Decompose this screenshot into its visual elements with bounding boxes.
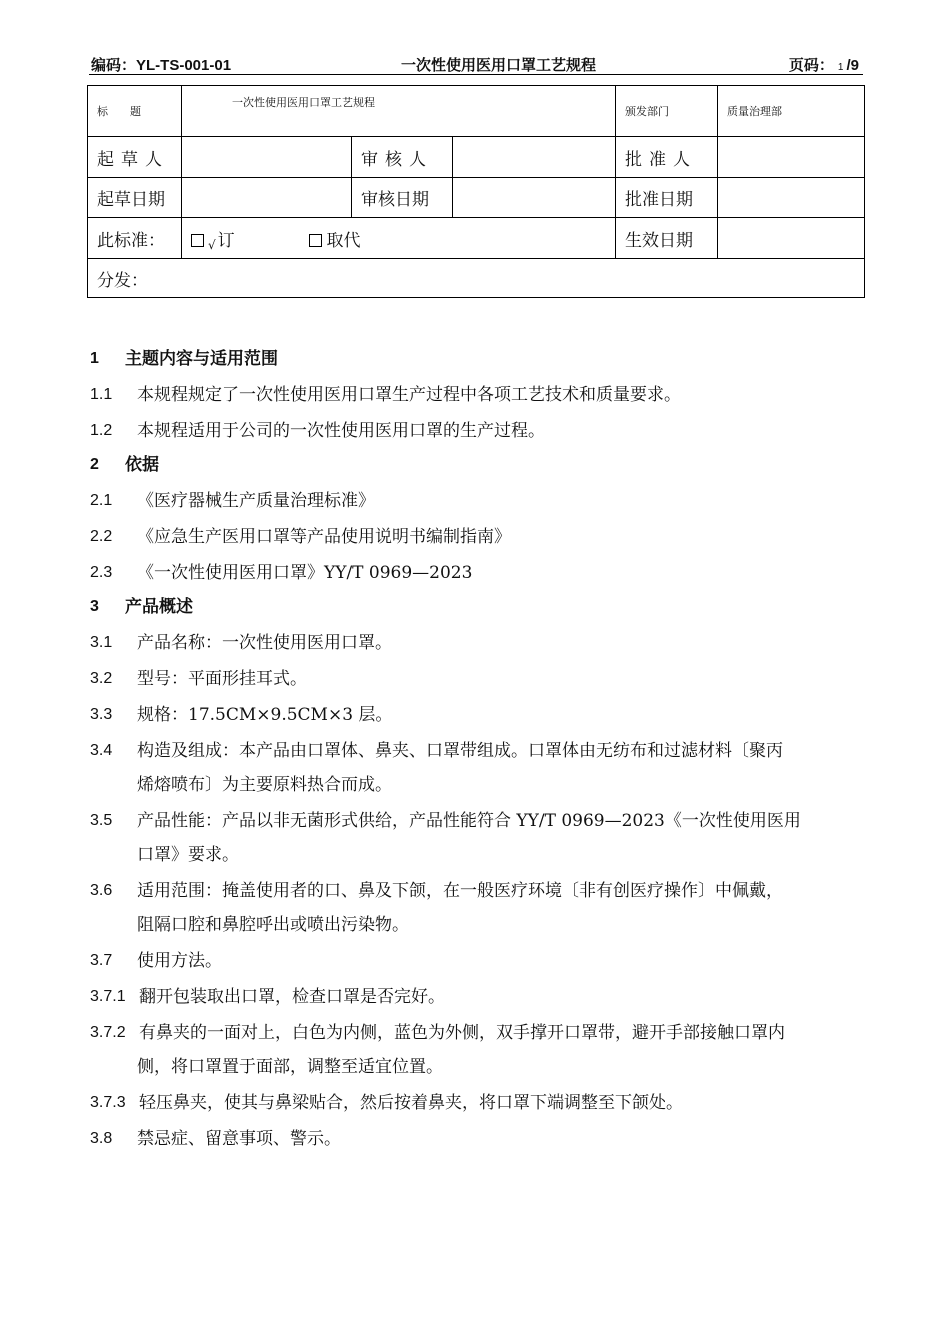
revise-option-label: 订 <box>217 230 235 251</box>
section-number: 2 <box>90 456 99 473</box>
document-title: 一次性使用医用口罩工艺规程 <box>401 57 597 74</box>
effective-date-field[interactable] <box>718 218 865 259</box>
section-text: 本规程适用于公司的一次性使用医用口罩的生产过程。 <box>137 421 545 441</box>
section-item <box>90 1122 865 1156</box>
review-date-label: 审核日期 <box>352 178 453 218</box>
section-text: 本规程规定了一次性使用医用口罩生产过程中各项工艺技术和质量要求。 <box>137 385 681 405</box>
reviewer-label: 审核人 <box>352 137 453 178</box>
section-number: 1.1 <box>90 386 113 403</box>
approver-label: 批准人 <box>616 137 718 178</box>
reviewer-field[interactable] <box>453 137 616 178</box>
page-total: /9 <box>846 57 859 74</box>
section-item <box>90 698 865 732</box>
section-number: 3.7 <box>90 952 113 969</box>
section-number: 3.7.1 <box>90 988 126 1005</box>
section-text: 翻开包装取出口罩，检查口罩是否完好。 <box>139 987 445 1007</box>
section-text: 适用范围：掩盖使用者的口、鼻及下颌，在一般医疗环境〔非有创医疗操作〕中佩戴， <box>137 881 783 901</box>
section-text: 型号：平面形挂耳式。 <box>137 669 307 689</box>
section-number: 2.2 <box>90 528 113 545</box>
distribution-label: 分发： <box>88 259 865 298</box>
review-date-field[interactable] <box>453 178 616 218</box>
section-text-continued: 口罩》要求。 <box>137 845 239 865</box>
section-heading <box>90 342 865 376</box>
section-text: 轻压鼻夹，使其与鼻梁贴合，然后按着鼻夹，将口罩下端调整至下颌处。 <box>139 1093 683 1113</box>
title-value: 一次性使用医用口罩工艺规程 <box>182 86 616 137</box>
section-number: 3.5 <box>90 812 113 829</box>
section-item <box>90 874 865 908</box>
section-number: 3 <box>90 598 99 615</box>
section-number: 3.7.3 <box>90 1094 126 1111</box>
approve-date-field[interactable] <box>718 178 865 218</box>
section-number: 2.1 <box>90 492 113 509</box>
section-text: 主题内容与适用范围 <box>125 349 278 368</box>
revise-checkbox[interactable] <box>191 234 204 247</box>
section-number: 2.3 <box>90 564 113 581</box>
section-text-continued: 阻隔口腔和鼻腔呼出或喷出污染物。 <box>137 915 409 935</box>
section-text-continued: 烯熔喷布〕为主要原料热合而成。 <box>137 775 392 795</box>
section-item <box>90 414 865 448</box>
check-mark-icon: √ <box>208 237 216 252</box>
drafter-field[interactable] <box>182 137 352 178</box>
issuer-value: 质量治理部 <box>718 86 865 137</box>
section-item <box>90 556 865 590</box>
section-number: 3.7.2 <box>90 1024 126 1041</box>
section-item <box>90 980 865 1014</box>
title-label: 标 题 <box>88 86 182 137</box>
section-number: 3.1 <box>90 634 113 651</box>
section-text: 产品名称：一次性使用医用口罩。 <box>137 633 392 653</box>
document-control-table <box>87 85 865 298</box>
section-item <box>90 626 865 660</box>
section-text: 《一次性使用医用口罩》YY/T 0969—2023 <box>137 563 473 583</box>
replace-option-label: 取代 <box>326 230 361 251</box>
section-text: 《医疗器械生产质量治理标准》 <box>137 491 375 511</box>
section-item <box>90 734 865 768</box>
section-item <box>90 804 865 838</box>
section-text: 产品性能：产品以非无菌形式供给，产品性能符合 YY/T 0969—2023《一次性使用医用 <box>137 811 801 831</box>
section-number: 1 <box>90 350 99 367</box>
section-number: 3.3 <box>90 706 113 723</box>
section-text-continued: 侧，将口罩置于面部，调整至适宜位置。 <box>137 1057 443 1077</box>
section-item <box>90 1016 865 1050</box>
section-number: 3.2 <box>90 670 113 687</box>
page-current: 1 <box>837 62 844 73</box>
section-text: 有鼻夹的一面对上，白色为内侧，蓝色为外侧，双手撑开口罩带，避开手部接触口罩内 <box>139 1023 785 1043</box>
section-item <box>90 662 865 696</box>
section-text: 禁忌症、留意事项、警示。 <box>137 1129 341 1149</box>
section-item <box>90 378 865 412</box>
document-body <box>90 342 865 1156</box>
effective-date-label: 生效日期 <box>616 218 718 259</box>
section-text: 规格：17.5CM×9.5CM×3 层。 <box>137 705 393 725</box>
standard-label: 此标准： <box>88 218 182 259</box>
draft-date-label: 起草日期 <box>88 178 182 218</box>
section-text: 产品概述 <box>125 597 193 616</box>
section-item <box>90 944 865 978</box>
section-text: 使用方法。 <box>137 951 222 971</box>
section-text: 《应急生产医用口罩等产品使用说明书编制指南》 <box>137 527 511 547</box>
section-heading <box>90 448 865 482</box>
section-item <box>90 520 865 554</box>
issuer-label: 颁发部门 <box>616 86 718 137</box>
approve-date-label: 批准日期 <box>616 178 718 218</box>
section-text: 依据 <box>125 455 159 474</box>
section-number: 3.6 <box>90 882 113 899</box>
approver-field[interactable] <box>718 137 865 178</box>
standard-options <box>182 218 616 259</box>
section-item <box>90 484 865 518</box>
page-header <box>89 54 863 75</box>
page-number: 页码： 1 /9 <box>788 57 859 74</box>
section-number: 3.4 <box>90 742 113 759</box>
draft-date-field[interactable] <box>182 178 352 218</box>
drafter-label: 起草人 <box>88 137 182 178</box>
section-text: 构造及组成：本产品由口罩体、鼻夹、口罩带组成。口罩体由无纺布和过滤材料〔聚丙 <box>137 741 783 761</box>
replace-checkbox[interactable] <box>309 234 322 247</box>
section-number: 1.2 <box>90 422 113 439</box>
section-number: 3.8 <box>90 1130 113 1147</box>
section-heading <box>90 590 865 624</box>
document-code: 编码：YL-TS-001-01 <box>91 57 232 74</box>
section-item <box>90 1086 865 1120</box>
